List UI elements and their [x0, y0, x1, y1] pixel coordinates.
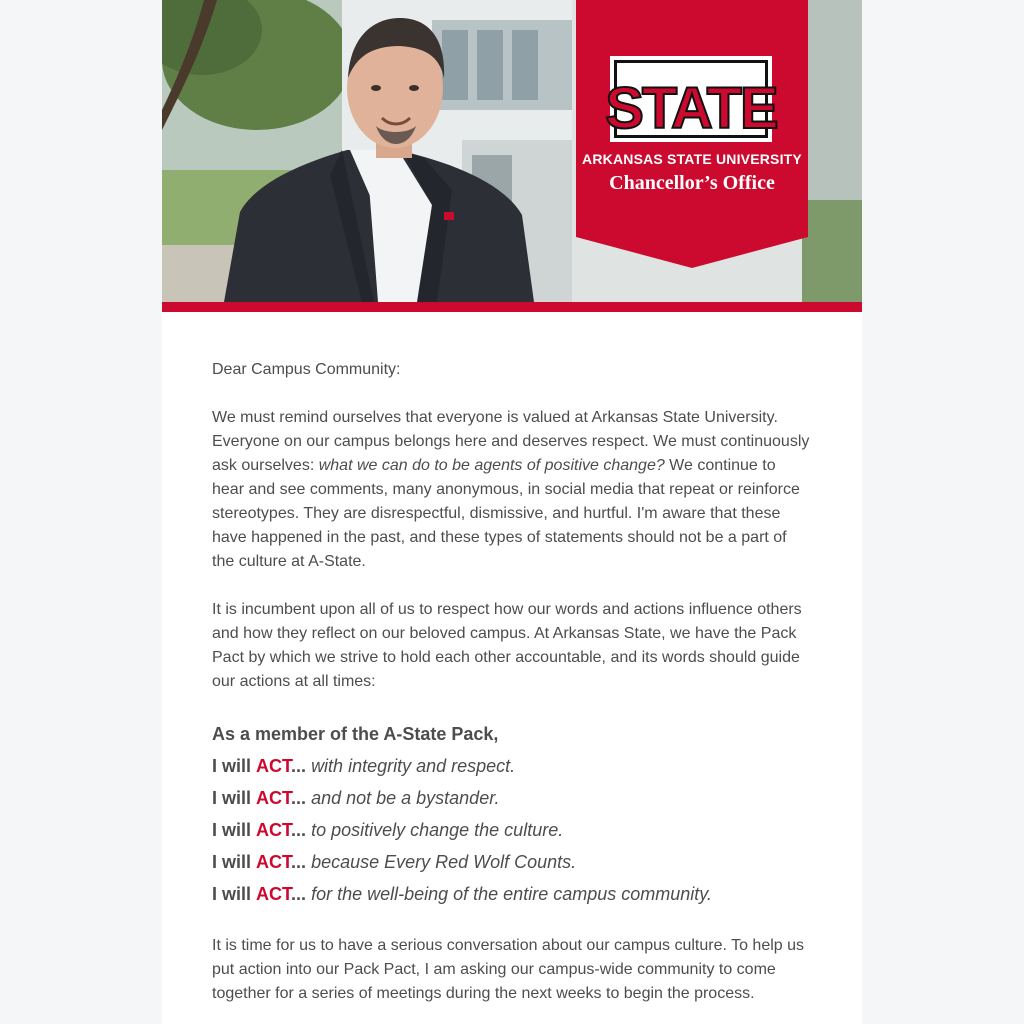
pack-pact-list [212, 718, 812, 910]
pact-i-will: I will [212, 820, 252, 840]
pact-item-text: for the well-being of the entire campus community. [311, 884, 712, 904]
pact-i-will: I will [212, 756, 252, 776]
paragraph-values [212, 406, 812, 574]
pact-act: ACT [256, 852, 292, 872]
pact-act: ACT [256, 756, 292, 776]
header-banner [162, 0, 862, 302]
pact-act: ACT [256, 788, 292, 808]
paragraph-pack-pact: It is incumbent upon all of us to respect how our words and actions influence others and how they reflect on our beloved campus. At Arkansas State, we have the Pack Pact by which we strive to hold each other accountable, and its words should guide our actions at all times: [212, 601, 802, 690]
pack-pact-item [212, 878, 812, 910]
office-name: Chancellor’s Office [609, 172, 775, 194]
pact-item-text: to positively change the culture. [311, 820, 564, 840]
pact-i-will: I will [212, 884, 252, 904]
a-state-logo-icon [605, 56, 777, 142]
pack-pact-item [212, 814, 812, 846]
pact-i-will: I will [212, 852, 252, 872]
pact-item-text: and not be a bystander. [311, 788, 500, 808]
university-name: ARKANSAS STATE UNIVERSITY [582, 151, 802, 167]
pact-item-text: because Every Red Wolf Counts. [311, 852, 577, 872]
pack-pact-item [212, 750, 812, 782]
pact-ellipsis: ... [291, 852, 307, 872]
pact-ellipsis: ... [291, 820, 307, 840]
pact-act: ACT [256, 820, 292, 840]
paragraph-values-question: what we can do to be agents of positive change? [318, 457, 665, 474]
paragraph-values-text-2: We continue to hear and see comments, many anonymous, in social media that repeat or reinforce stereotypes. They are disrespectful, dismissive, and hurtful. I'm aware that these have happened in the past, and these types of statements should not be a part of the culture at A-State. [212, 457, 800, 570]
pack-pact-title: As a member of the A-State Pack, [212, 724, 499, 744]
paragraph-values-text-1: We must remind ourselves that everyone is valued at Arkansas State University. Everyone on our campus belongs here and deserves respect. We must continuously ask ourselves: [212, 409, 810, 474]
pack-pact-item [212, 782, 812, 814]
header-divider [162, 302, 862, 312]
pack-pact-item [212, 846, 812, 878]
paragraph-campus-culture: It is time for us to have a serious conversation about our campus culture. To help us put action into our Pack Pact, I am asking our campus-wide community to come together for a series of meetings during the next weeks to begin the process. [212, 937, 805, 1002]
pact-ellipsis: ... [291, 884, 307, 904]
svg-text:STATE: STATE [605, 76, 777, 141]
pact-ellipsis: ... [291, 756, 307, 776]
email-body [162, 0, 862, 1024]
letter-content [212, 358, 812, 1024]
pact-ellipsis: ... [291, 788, 307, 808]
pact-i-will: I will [212, 788, 252, 808]
pact-item-text: with integrity and respect. [311, 756, 516, 776]
pact-act: ACT [256, 884, 292, 904]
greeting: Dear Campus Community: [212, 361, 401, 378]
